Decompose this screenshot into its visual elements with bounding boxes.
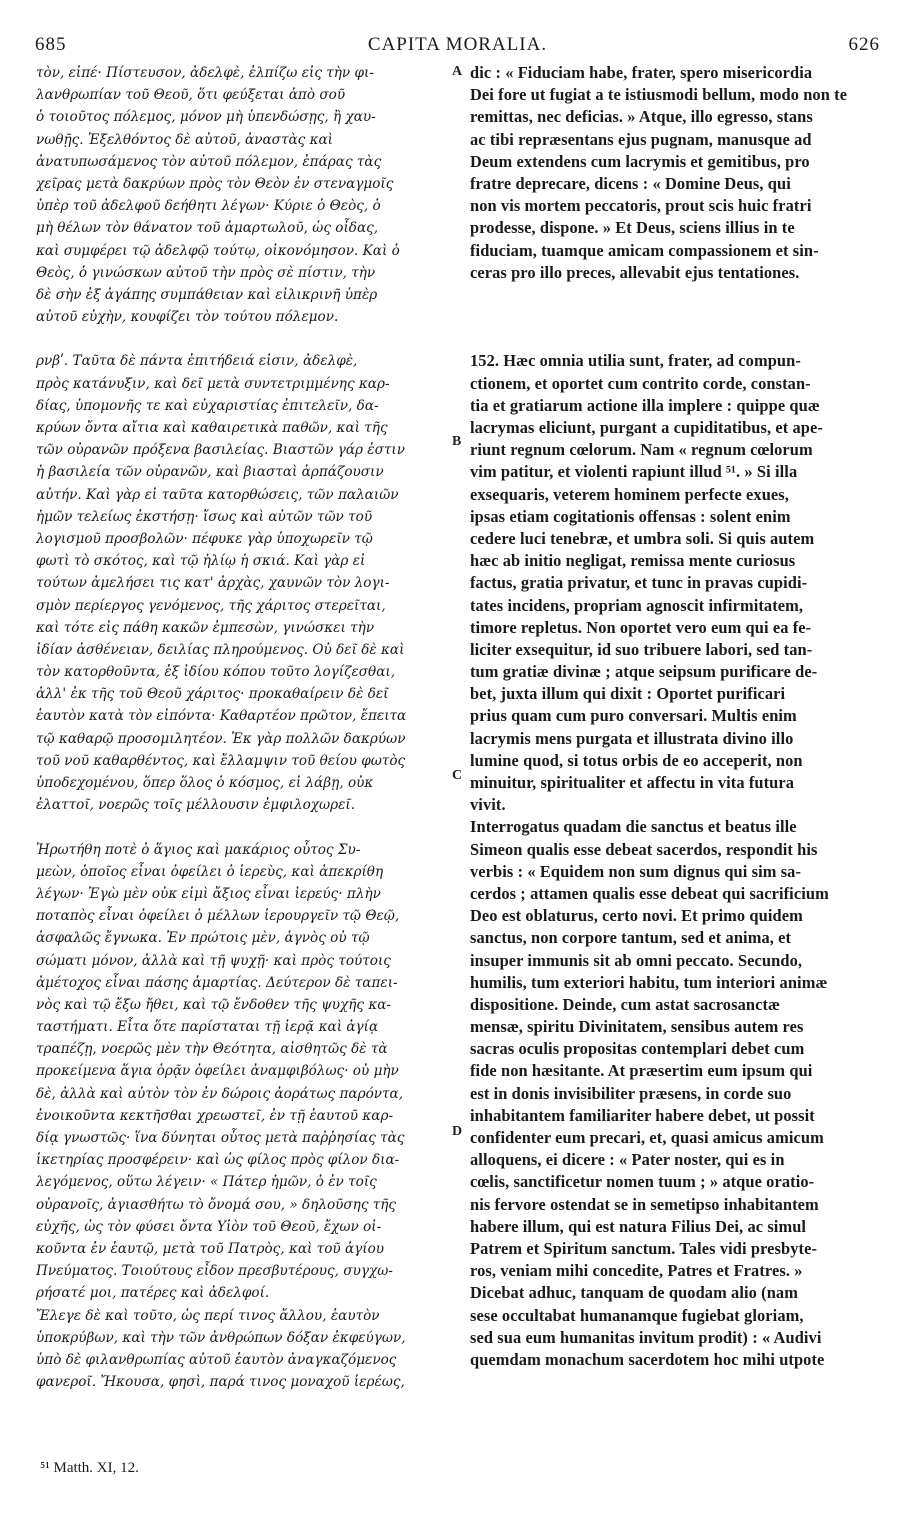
greek-text-line: τούτων ἀμελήσει τις κατ' ἀρχὰς, χαυνῶν τὸν λογι- xyxy=(36,575,390,592)
greek-text-line: νὸς καὶ τῷ ἔξω ἤθει, καὶ τῷ ἔνδοθεν τῆς ψυχῆς κα- xyxy=(36,996,392,1013)
margin-marker-b: B xyxy=(452,434,462,449)
greek-text-line: τραπέζῃ, νοερῶς μὲν τὴν Θεότητα, αἰσθητῶς δὲ τὰ xyxy=(36,1041,388,1058)
latin-column xyxy=(470,62,878,1371)
latin-text-line: sed sua eum humanitas invitum prodit) : « Audivi xyxy=(470,1327,822,1347)
greek-text-line: ἑαυτὸν κατὰ τὸν εἰπόντα· Καθαρτέον πρῶτον, ἔπειτα xyxy=(36,708,407,725)
latin-text-line: fratre deprecare, dicens : « Domine Deus, qui xyxy=(470,173,791,193)
latin-text-line: riunt regnum cœlorum. Nam « regnum cœlorum xyxy=(470,440,813,460)
latin-text-line: dispositione. Deinde, cum astat sacrosanctæ xyxy=(470,994,780,1014)
greek-text-line: πρὸς κατάνυξιν, καὶ δεῖ μετὰ συντετριμμένης καρ- xyxy=(36,375,390,392)
latin-text-line: dic : « Fiduciam habe, frater, spero misericordia xyxy=(470,63,813,82)
latin-text-line: exsequaris, veterem hominem perfecte exues, xyxy=(470,484,789,504)
greek-text-line: ἐνοικοῦντα κεκτῆσθαι χρεωστεῖ, ἐν τῇ ἑαυτοῦ καρ- xyxy=(36,1107,394,1124)
greek-text-line: δὲ, ἀλλὰ καὶ αὐτὸν τὸν ἐν δώροις ἀοράτως παρόντα, xyxy=(36,1085,404,1102)
latin-text-line: 152. Hæc omnia utilia sunt, frater, ad compun- xyxy=(470,351,801,371)
greek-text-line: κρύων ὄντα αἴτια καὶ καθαιρετικὰ παθῶν, καὶ τῆς xyxy=(36,420,388,436)
latin-text-line: Simeon qualis esse debeat sacerdos, respondit his xyxy=(470,839,818,859)
latin-text-line: vivit. xyxy=(470,795,506,815)
running-title: CAPITA MORALIA. xyxy=(367,34,548,55)
greek-text-line: τῷ καθαρῷ προσομιλητέον. Ἐκ γὰρ πολλῶν δακρύων xyxy=(36,730,406,747)
greek-text-line: λανθρωπίαν τοῦ Θεοῦ, ὅτι φεύξεται ἀπὸ σοῦ xyxy=(36,87,346,104)
latin-text-line: remittas, nec deficias. » Atque, illo egresso, stans xyxy=(470,107,813,127)
latin-text-line: cœlis, sanctificetur nomen tuum ; » atque oratio- xyxy=(470,1172,815,1192)
greek-text-line: Θεὸς, ὁ γινώσκων αὐτοῦ τὴν πρὸς σὲ πίστιν, τὴν xyxy=(36,264,376,281)
greek-text-line: λεγόμενος, οὕτω λέγειν· « Πάτερ ἡμῶν, ὁ ἐν τοῖς xyxy=(36,1174,377,1191)
greek-text-line: νωθῇς. Ἐξελθόντος δὲ αὐτοῦ, ἀναστὰς καὶ xyxy=(36,131,334,148)
greek-text-line: τοῦ νοῦ καθαρθέντος, καὶ ἔλλαμψιν τοῦ θείου φωτὸς xyxy=(36,752,406,769)
latin-text-line: prodesse, dispone. » Et Deus, sciens illius in te xyxy=(470,218,795,238)
page-header xyxy=(35,34,880,60)
greek-text-line: ὁ τοιοῦτος πόλεμος, μόνον μὴ ὑπενδώσῃς, ἢ χαυ- xyxy=(36,109,376,126)
margin-marker-c: C xyxy=(452,768,463,783)
greek-text-line: εὐχῆς, ὡς τὸν φύσει ὄντα Υἱὸν τοῦ Θεοῦ, ἔχων οἰ- xyxy=(36,1218,382,1235)
latin-text-line: minuitur, spiritualiter et affectu in vita futura xyxy=(470,773,795,792)
latin-text-line: Interrogatus quadam die sanctus et beatus ille xyxy=(470,817,797,837)
greek-text-line: σμὸν περίεργος γενόμενος, τῆς χάριτος στερεῖται, xyxy=(36,597,386,614)
greek-text-line: λέγων· Ἐγὼ μὲν οὐκ εἰμὶ ἄξιος εἶναι ἱερεύς· πλὴν xyxy=(36,885,381,902)
greek-text-line: Ἠρωτήθη ποτὲ ὁ ἅγιος καὶ μακάριος οὗτος Συ- xyxy=(36,841,361,858)
margin-marker-a: A xyxy=(452,64,463,79)
latin-text-line: tates incidens, propriam agnoscit infirmitatem, xyxy=(470,595,804,615)
latin-text-line: sese occultabat humanamque fugiebat gloriam, xyxy=(470,1305,804,1325)
latin-text-line: sacras oculis propositas contemplari debet cum xyxy=(470,1039,805,1059)
latin-text-line: cedere luci tenebræ, et umbra soli. Si quis autem xyxy=(470,528,815,548)
latin-text-line: quemdam monachum sacerdotem hoc mihi utpote xyxy=(470,1349,825,1369)
greek-text-line xyxy=(36,816,454,838)
greek-text-line: φανεροῖ. Ἤκουσα, φησὶ, παρά τινος μοναχοῦ ἱερέως, xyxy=(36,1374,405,1391)
latin-text-line: tia et gratiarum actione illa implere : quippe quæ xyxy=(470,395,820,415)
greek-text-line: καὶ τότε εἰς πάθη κακῶν ἐμπεσὼν, γινώσκει τὴν xyxy=(36,619,375,636)
latin-text-line: fiduciam, tuamque amicam compassionem et sin- xyxy=(470,240,819,260)
latin-text-line: inhabitantem familiariter habere debet, ut possit xyxy=(470,1105,815,1125)
greek-text-line: φωτὶ τὸ σκότος, καὶ τῷ ἡλίῳ ἡ σκιά. Καὶ γὰρ εἰ xyxy=(36,553,366,570)
greek-text-line: οὐρανοῖς, ἁγιασθήτω τὸ ὄνομά σου, » δηλοῦσης τῆς xyxy=(36,1196,397,1213)
greek-column xyxy=(36,62,454,1393)
greek-text-line: δὲ σὴν ἐξ ἀγάπης συμπάθειαν καὶ εἰλικρινῆ ὑπὲρ xyxy=(36,286,378,303)
latin-text-line xyxy=(470,284,878,306)
latin-text-line: Deo est oblaturus, certo novi. Et primo quidem xyxy=(470,906,803,926)
latin-text-line: habere illum, qui est natura Filius Dei, ac simul xyxy=(470,1216,807,1236)
greek-text-line: Πνεύματος. Τοιούτους εἶδον πρεσβυτέρους, συγχω- xyxy=(36,1263,393,1280)
greek-text-line: ταστήματι. Εἶτα ὅτε παρίσταται τῇ ἱερᾷ καὶ ἁγίᾳ xyxy=(36,1019,379,1036)
greek-text-line: ἰδίαν ἀσθένειαν, δειλίας πληρούμενος. Οὐ δεῖ δὲ καὶ xyxy=(36,641,405,658)
greek-text-line: ὑποκρύβων, καὶ τὴν τῶν ἀνθρώπων δόξαν ἐκφεύγων, xyxy=(36,1329,406,1346)
greek-text-line: ποταπὸς εἶναι ὀφείλει ὁ μέλλων ἱερουργεῖν τῷ Θεῷ, xyxy=(36,908,400,925)
latin-text-line: ceras pro illo preces, allevabit ejus tentationes. xyxy=(470,262,800,282)
greek-text-line: ρήσατέ μοι, πατέρες καὶ ἀδελφοί. xyxy=(36,1285,270,1302)
greek-text-line: ἀμέτοχος εἶναι πάσης ἁμαρτίας. Δεύτερον δὲ ταπει- xyxy=(36,974,398,991)
greek-text-line: δίας, ὑπομονῆς τε καὶ εὐχαριστίας ἐπιτελεῖν, δα- xyxy=(36,397,379,414)
greek-text-line: δίᾳ γνωστῶς· ἵνα δύνηται οὗτος μετὰ παῤῥησίας τὰς xyxy=(36,1130,405,1146)
latin-text-line: prius quam cum puro conversari. Multis enim xyxy=(470,706,797,726)
greek-text-line: σώματι μόνον, ἀλλὰ καὶ τῇ ψυχῇ· καὶ πρὸς τούτοις xyxy=(36,952,391,969)
greek-text-line: ὑπὸ δὲ φιλανθρωπίας αὐτοῦ ἑαυτὸν ἀναγκαζόμενος xyxy=(36,1351,397,1368)
latin-text-line: ros, veniam mihi concedite, Patres et Fratres. » xyxy=(470,1261,803,1281)
latin-text-line: sanctus, non corpore tantum, sed et anima, et xyxy=(470,928,792,948)
latin-text-line: hæc ab initio negligat, remissa mente curiosus xyxy=(470,551,796,571)
latin-text-line: Patrem et Spiritum sanctum. Tales vidi presbyte- xyxy=(470,1238,818,1258)
greek-text-line: ἀνατυπωσάμενος τὸν αὐτοῦ πόλεμον, ἐπάρας τὰς xyxy=(36,153,382,170)
greek-text-line: μεὼν, ὁποῖος εἶναι ὀφείλει ὁ ἱερεὺς, καὶ ἀπεκρίθη xyxy=(36,863,384,880)
greek-text-line: τῶν οὐρανῶν πρόξενα βασιλείας. Βιαστῶν γάρ ἐστιν xyxy=(36,442,405,459)
greek-text-line: καὶ συμφέρει τῷ ἀδελφῷ τούτῳ, οἰκονόμησον. Καὶ ὁ xyxy=(36,242,400,259)
greek-text-line: τὸν, εἰπέ· Πίστευσον, ἀδελφὲ, ἐλπίζω εἰς τὴν φι- xyxy=(36,65,374,81)
greek-text-line: Ἔλεγε δὲ καὶ τοῦτο, ὡς περί τινος ἄλλου, ἑαυτὸν xyxy=(36,1307,380,1324)
footnote: ⁵¹ Matth. XI, 12. xyxy=(40,1460,139,1476)
greek-text-line: ἱκετηρίας προσφέρειν· καὶ ὡς φίλος πρὸς φίλον δια- xyxy=(36,1152,400,1169)
latin-text-line: lacrymis mens purgata et illustrata divino illo xyxy=(470,728,794,748)
latin-text-line: vim patitur, et violenti rapiunt illud ⁵¹. » Si illa xyxy=(470,462,798,482)
greek-text-line: ἡ βασιλεία τῶν οὐρανῶν, καὶ βιασταὶ ἁρπάζουσιν xyxy=(36,464,384,481)
page-number-right: 626 xyxy=(848,34,880,55)
latin-text-line: verbis : « Equidem non sum dignus qui sim sa- xyxy=(470,861,802,881)
latin-text-line xyxy=(470,328,878,350)
greek-text-line xyxy=(36,328,454,350)
latin-text-line: tum gratiæ divinæ ; atque seipsum purificare de- xyxy=(470,662,818,682)
latin-text-line: non vis mortem peccatoris, prout scis huic fratri xyxy=(470,196,812,216)
greek-text-line: ὑπὲρ τοῦ ἀδελφοῦ δεήθητι λέγων· Κύριε ὁ Θεὸς, ὁ xyxy=(36,198,381,215)
greek-text-line: ἀσφαλῶς ἔγνωκα. Ἐν πρώτοις μὲν, ἁγνὸς οὐ τῷ xyxy=(36,930,370,947)
margin-marker-d: D xyxy=(452,1124,463,1139)
latin-text-line: lumine quod, si totus orbis de eo acceperit, non xyxy=(470,750,803,770)
greek-text-line: τὸν κατορθοῦντα, ἐξ ἰδίου κόπου τοῦτο λογίζεσθαι, xyxy=(36,664,396,681)
greek-text-line: ἐλαττοῖ, νοερῶς τοῖς μέλλουσιν ἐμφιλοχωρεῖ. xyxy=(36,797,356,814)
latin-text-line: timore repletus. Non oportet vero eum qui ea fe- xyxy=(470,617,812,637)
latin-text-line: lacrymas eliciunt, purgant a cupiditatibus, et ape- xyxy=(470,418,823,437)
greek-text-line: προκείμενα ἅγια ὁρᾷν ὀφείλει ἀναμφιβόλως· οὐ μὴν xyxy=(36,1063,399,1080)
latin-text-line: bet, juxta illum qui dixit : Oportet purificari xyxy=(470,684,786,704)
greek-text-line: ἀλλ' ἐκ τῆς τοῦ Θεοῦ χάριτος· προκαθαίρειν δὲ δεῖ xyxy=(36,686,389,703)
latin-text-line: nis fervore ostendat se in semetipso inhabitantem xyxy=(470,1194,819,1214)
latin-text-line: mensæ, spiritu Divinitatem, sensibus autem res xyxy=(470,1017,804,1037)
latin-text-line: ac tibi repræsentans ejus pugnam, manusque ad xyxy=(470,129,812,149)
greek-text-line: μὴ θέλων τὸν θάνατον τοῦ ἁμαρτωλοῦ, ὡς οἶδας, xyxy=(36,220,379,237)
page-number-left: 685 xyxy=(35,34,67,55)
greek-text-line: ρνβʹ. Ταῦτα δὲ πάντα ἐπιτήδειά εἰσιν, ἀδελφὲ, xyxy=(36,353,358,370)
latin-text-line: ipsas etiam cogitationis offensas : solent enim xyxy=(470,506,791,526)
latin-text-line: Deum extendens cum lacrymis et gemitibus, pro xyxy=(470,151,810,171)
greek-text-line: αὐτήν. Καὶ γὰρ εἰ ταῦτα κατορθώσεις, τῶν παλαιῶν xyxy=(36,486,399,503)
latin-text-line: ctionem, et oportet cum contrito corde, constan- xyxy=(470,373,811,393)
greek-text-line: ἡμῶν τελείως ἐκστήσῃ· ἴσως καὶ αὐτῶν τῶν τοῦ xyxy=(36,508,373,525)
latin-text-line: humilis, tum exteriori habitu, tum interiori animæ xyxy=(470,972,828,992)
latin-text-line: cerdos ; attamen qualis esse debeat qui sacrificium xyxy=(470,883,829,903)
greek-text-line: ὑποδεχομένου, ὅπερ ὅλος ὁ κόσμος, εἰ λάβῃ, οὐκ xyxy=(36,775,374,791)
latin-text-line: est in donis invisibiliter præsens, in corde suo xyxy=(470,1083,792,1103)
greek-text-line: χεῖρας μετὰ δακρύων πρὸς τὸν Θεὸν ἐν στεναγμοῖς xyxy=(36,175,394,192)
latin-text-line: fide non hæsitante. At præsertim eum ipsum qui xyxy=(470,1061,813,1081)
latin-text-line: Dicebat adhuc, tanquam de quodam alio (nam xyxy=(470,1283,798,1303)
greek-text-line: αὐτοῦ εὐχὴν, κουφίζει τὸν τούτου πόλεμον. xyxy=(36,309,339,326)
latin-text-line: factus, gratia privatur, et tunc in pravas cupidi- xyxy=(470,573,808,593)
latin-text-line xyxy=(470,306,878,328)
latin-text-line: insuper immunis sit ab omni peccato. Secundo, xyxy=(470,950,803,970)
greek-text-line: λογισμοῦ προσβολῶν· πέφυκε γὰρ ὑποχωρεῖν τῷ xyxy=(36,530,373,547)
latin-text-line: liciter exsequitur, id suo tribuere labori, sed tan- xyxy=(470,639,813,659)
latin-text-line: confidenter eum precari, et, quasi amicus amicum xyxy=(470,1128,824,1147)
greek-text-line: κοῦντα ἐν ἑαυτῷ, μετὰ τοῦ Πατρὸς, καὶ τοῦ ἁγίου xyxy=(36,1240,385,1257)
latin-text-line: alloquens, ei dicere : « Pater noster, qui es in xyxy=(470,1150,785,1170)
latin-text-line: Dei fore ut fugiat a te istiusmodi bellum, modo non te xyxy=(470,85,848,105)
